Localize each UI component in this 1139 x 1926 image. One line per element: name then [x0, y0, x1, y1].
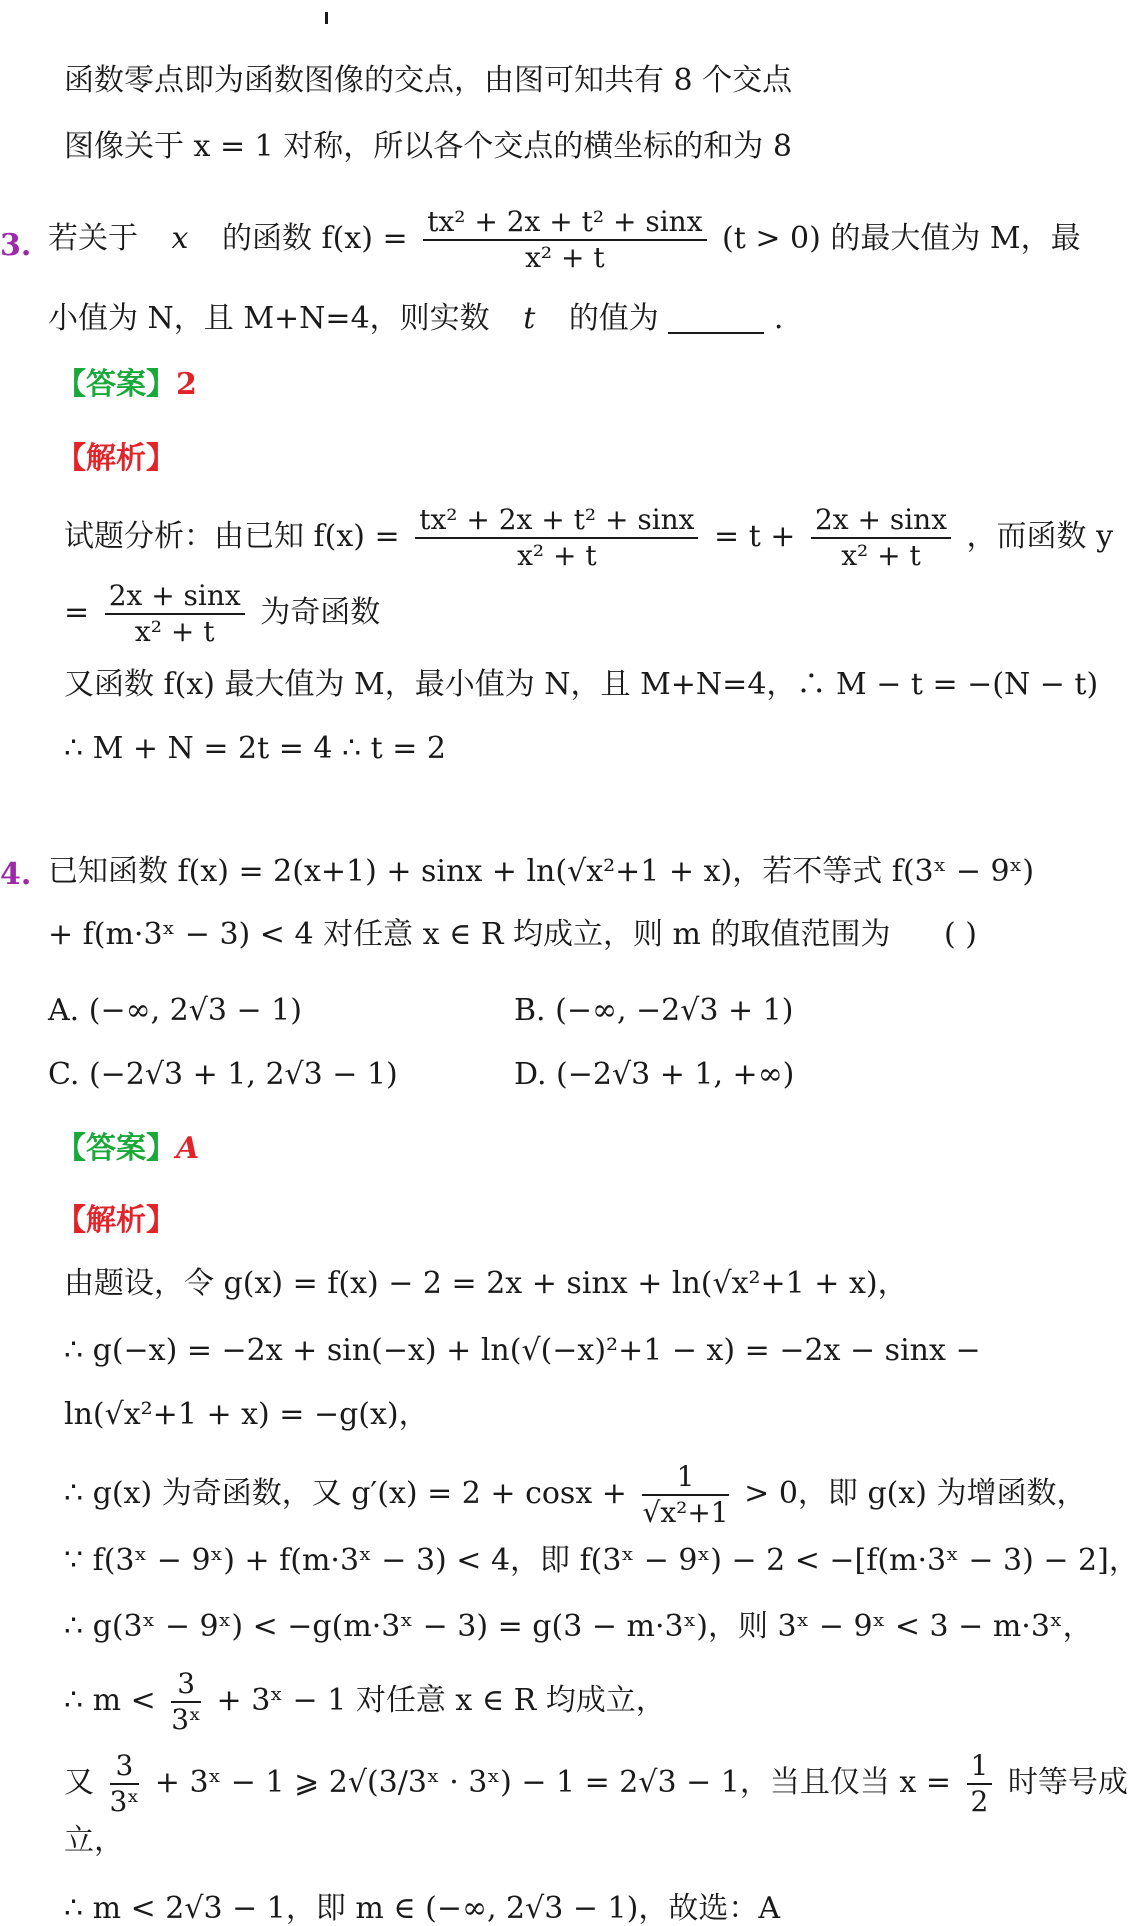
solution-line7 — [64, 1667, 666, 1736]
stem-text: + f(m·3ˣ − 3) < 4 对任意 x ∈ R 均成立，则 m 的取值范围为 — [48, 917, 891, 952]
stem-text: 的值为 — [568, 301, 659, 336]
stem-text: 小值为 N，且 M+N=4，则实数 — [48, 301, 490, 336]
solution-text: 时等号成 — [1007, 1765, 1128, 1800]
option-a: A. (−∞, 2√3 − 1) — [48, 993, 302, 1028]
fraction-denominator: x² + t — [841, 539, 921, 572]
answer-line — [56, 1131, 200, 1166]
question-number: 4. — [0, 857, 32, 892]
solution-line6: ∴ g(3ˣ − 9ˣ) < −g(m·3ˣ − 3) = g(3 − m·3ˣ)，则 3ˣ − 9ˣ < 3 − m·3ˣ， — [64, 1609, 1093, 1644]
fraction — [642, 1460, 729, 1529]
fraction-numerator: 2x + sinx — [105, 582, 245, 615]
option-b: B. (−∞, −2√3 + 1) — [514, 993, 794, 1028]
fraction-denominator: x² + t — [517, 539, 597, 572]
solution-text: + 3ˣ − 1 ⩾ 2√(3/3ˣ · 3ˣ) − 1 = 2√3 − 1，当且仅当 x = — [154, 1765, 951, 1800]
solution-text: 又 — [64, 1765, 94, 1800]
fraction-numerator: tx² + 2x + t² + sinx — [423, 208, 706, 241]
solution-line9: 立， — [64, 1823, 124, 1858]
solution-line2: ∴ g(−x) = −2x + sin(−x) + ln(√(−x)²+1 − x) = −2x − sinx − — [64, 1333, 981, 1368]
stray-mark — [325, 12, 328, 24]
fraction-numerator: 1 — [967, 1752, 993, 1785]
solution-line3: ln(√x²+1 + x) = −g(x)， — [64, 1397, 429, 1432]
stem-text: . — [773, 301, 784, 336]
solution-line1: 由题设，令 g(x) = f(x) − 2 = 2x + sinx + ln(√x²+1 + x)， — [64, 1266, 908, 1301]
fraction — [171, 1667, 201, 1736]
solution-text: 试题分析：由已知 f(x) = — [64, 519, 400, 554]
solution-text: + 3ˣ − 1 对任意 x ∈ R 均成立， — [216, 1683, 666, 1718]
solution-line4: ∴ M + N = 2t = 4 ∴ t = 2 — [64, 731, 446, 766]
solution-line8 — [64, 1749, 1128, 1818]
stem-text: 的函数 f(x) = — [222, 221, 408, 256]
question-number: 3. — [0, 228, 32, 263]
solution-text: 为奇函数 — [260, 595, 381, 630]
option-d: D. (−2√3 + 1, +∞) — [514, 1057, 795, 1092]
answer-label: 【答案】 — [56, 1131, 176, 1166]
variable-t: t — [523, 301, 536, 336]
analysis-label — [56, 1203, 176, 1238]
stem-text: (t > 0) 的最大值为 M，最 — [722, 221, 1081, 256]
solution-line3: 又函数 f(x) 最大值为 M，最小值为 N，且 M+N=4，∴ M − t = −(N − t) — [64, 667, 1099, 702]
fraction — [109, 1749, 140, 1818]
analysis-label — [56, 441, 176, 476]
solution-text: ，而函数 y — [966, 519, 1114, 554]
solution-line2 — [64, 579, 381, 648]
solution-text: ∴ m < — [64, 1683, 156, 1718]
solution-text: = t + — [714, 519, 796, 554]
fraction — [811, 503, 951, 572]
answer-blank — [668, 306, 764, 334]
fraction-numerator: 1 — [642, 1463, 728, 1496]
fraction-denominator: x² + t — [525, 241, 605, 274]
fraction-numerator: tx² + 2x + t² + sinx — [415, 506, 698, 539]
fraction — [105, 579, 245, 648]
solution-line1 — [64, 503, 1114, 572]
question-stem-line1: 已知函数 f(x) = 2(x+1) + sinx + ln(√x²+1 + x)，若不等式 f(3ˣ − 9ˣ) — [48, 854, 1035, 889]
fraction — [415, 503, 698, 572]
question-stem-line2 — [48, 301, 784, 336]
fraction-denominator: x² + t — [134, 615, 215, 648]
answer-value: 2 — [176, 367, 197, 402]
fraction — [967, 1749, 993, 1818]
solution-text: = — [64, 595, 90, 630]
solution-line5: ∵ f(3ˣ − 9ˣ) + f(m·3ˣ − 3) < 4，即 f(3ˣ − 9ˣ) − 2 < −[f(m·3ˣ − 3) − 2]， — [64, 1543, 1139, 1578]
solution-line10: ∴ m < 2√3 − 1，即 m ∈ (−∞, 2√3 − 1)，故选：A — [64, 1891, 780, 1926]
question-stem-line1 — [48, 205, 1081, 274]
answer-paren: ( ) — [944, 917, 977, 952]
text-line: 图像关于 x = 1 对称，所以各个交点的横坐标的和为 8 — [64, 129, 792, 164]
answer-line — [56, 367, 197, 402]
solution-text: ∴ g(x) 为奇函数，又 g′(x) = 2 + cosx + — [64, 1476, 627, 1511]
analysis-label-text: 【解析】 — [56, 1203, 176, 1238]
answer-value: A — [176, 1131, 200, 1166]
fraction-numerator: 3 — [171, 1670, 201, 1703]
solution-text: > 0，即 g(x) 为增函数， — [744, 1476, 1087, 1511]
fraction-numerator: 3 — [110, 1752, 140, 1785]
stem-text: 若关于 — [48, 221, 138, 256]
question-stem-line2 — [48, 917, 891, 952]
text-line: 函数零点即为函数图像的交点，由图可知共有 8 个交点 — [64, 63, 793, 98]
answer-label: 【答案】 — [56, 367, 176, 402]
solution-line4 — [64, 1460, 1087, 1529]
fraction-numerator: 2x + sinx — [811, 506, 951, 539]
fraction-denominator: 3ˣ — [109, 1785, 140, 1818]
fraction-denominator: √x²+1 — [642, 1496, 729, 1529]
fraction — [423, 205, 706, 274]
fraction-denominator: 2 — [970, 1785, 989, 1818]
variable-x: x — [171, 221, 189, 256]
option-c: C. (−2√3 + 1, 2√3 − 1) — [48, 1057, 398, 1092]
analysis-label-text: 【解析】 — [56, 441, 176, 476]
fraction-denominator: 3ˣ — [171, 1703, 201, 1736]
